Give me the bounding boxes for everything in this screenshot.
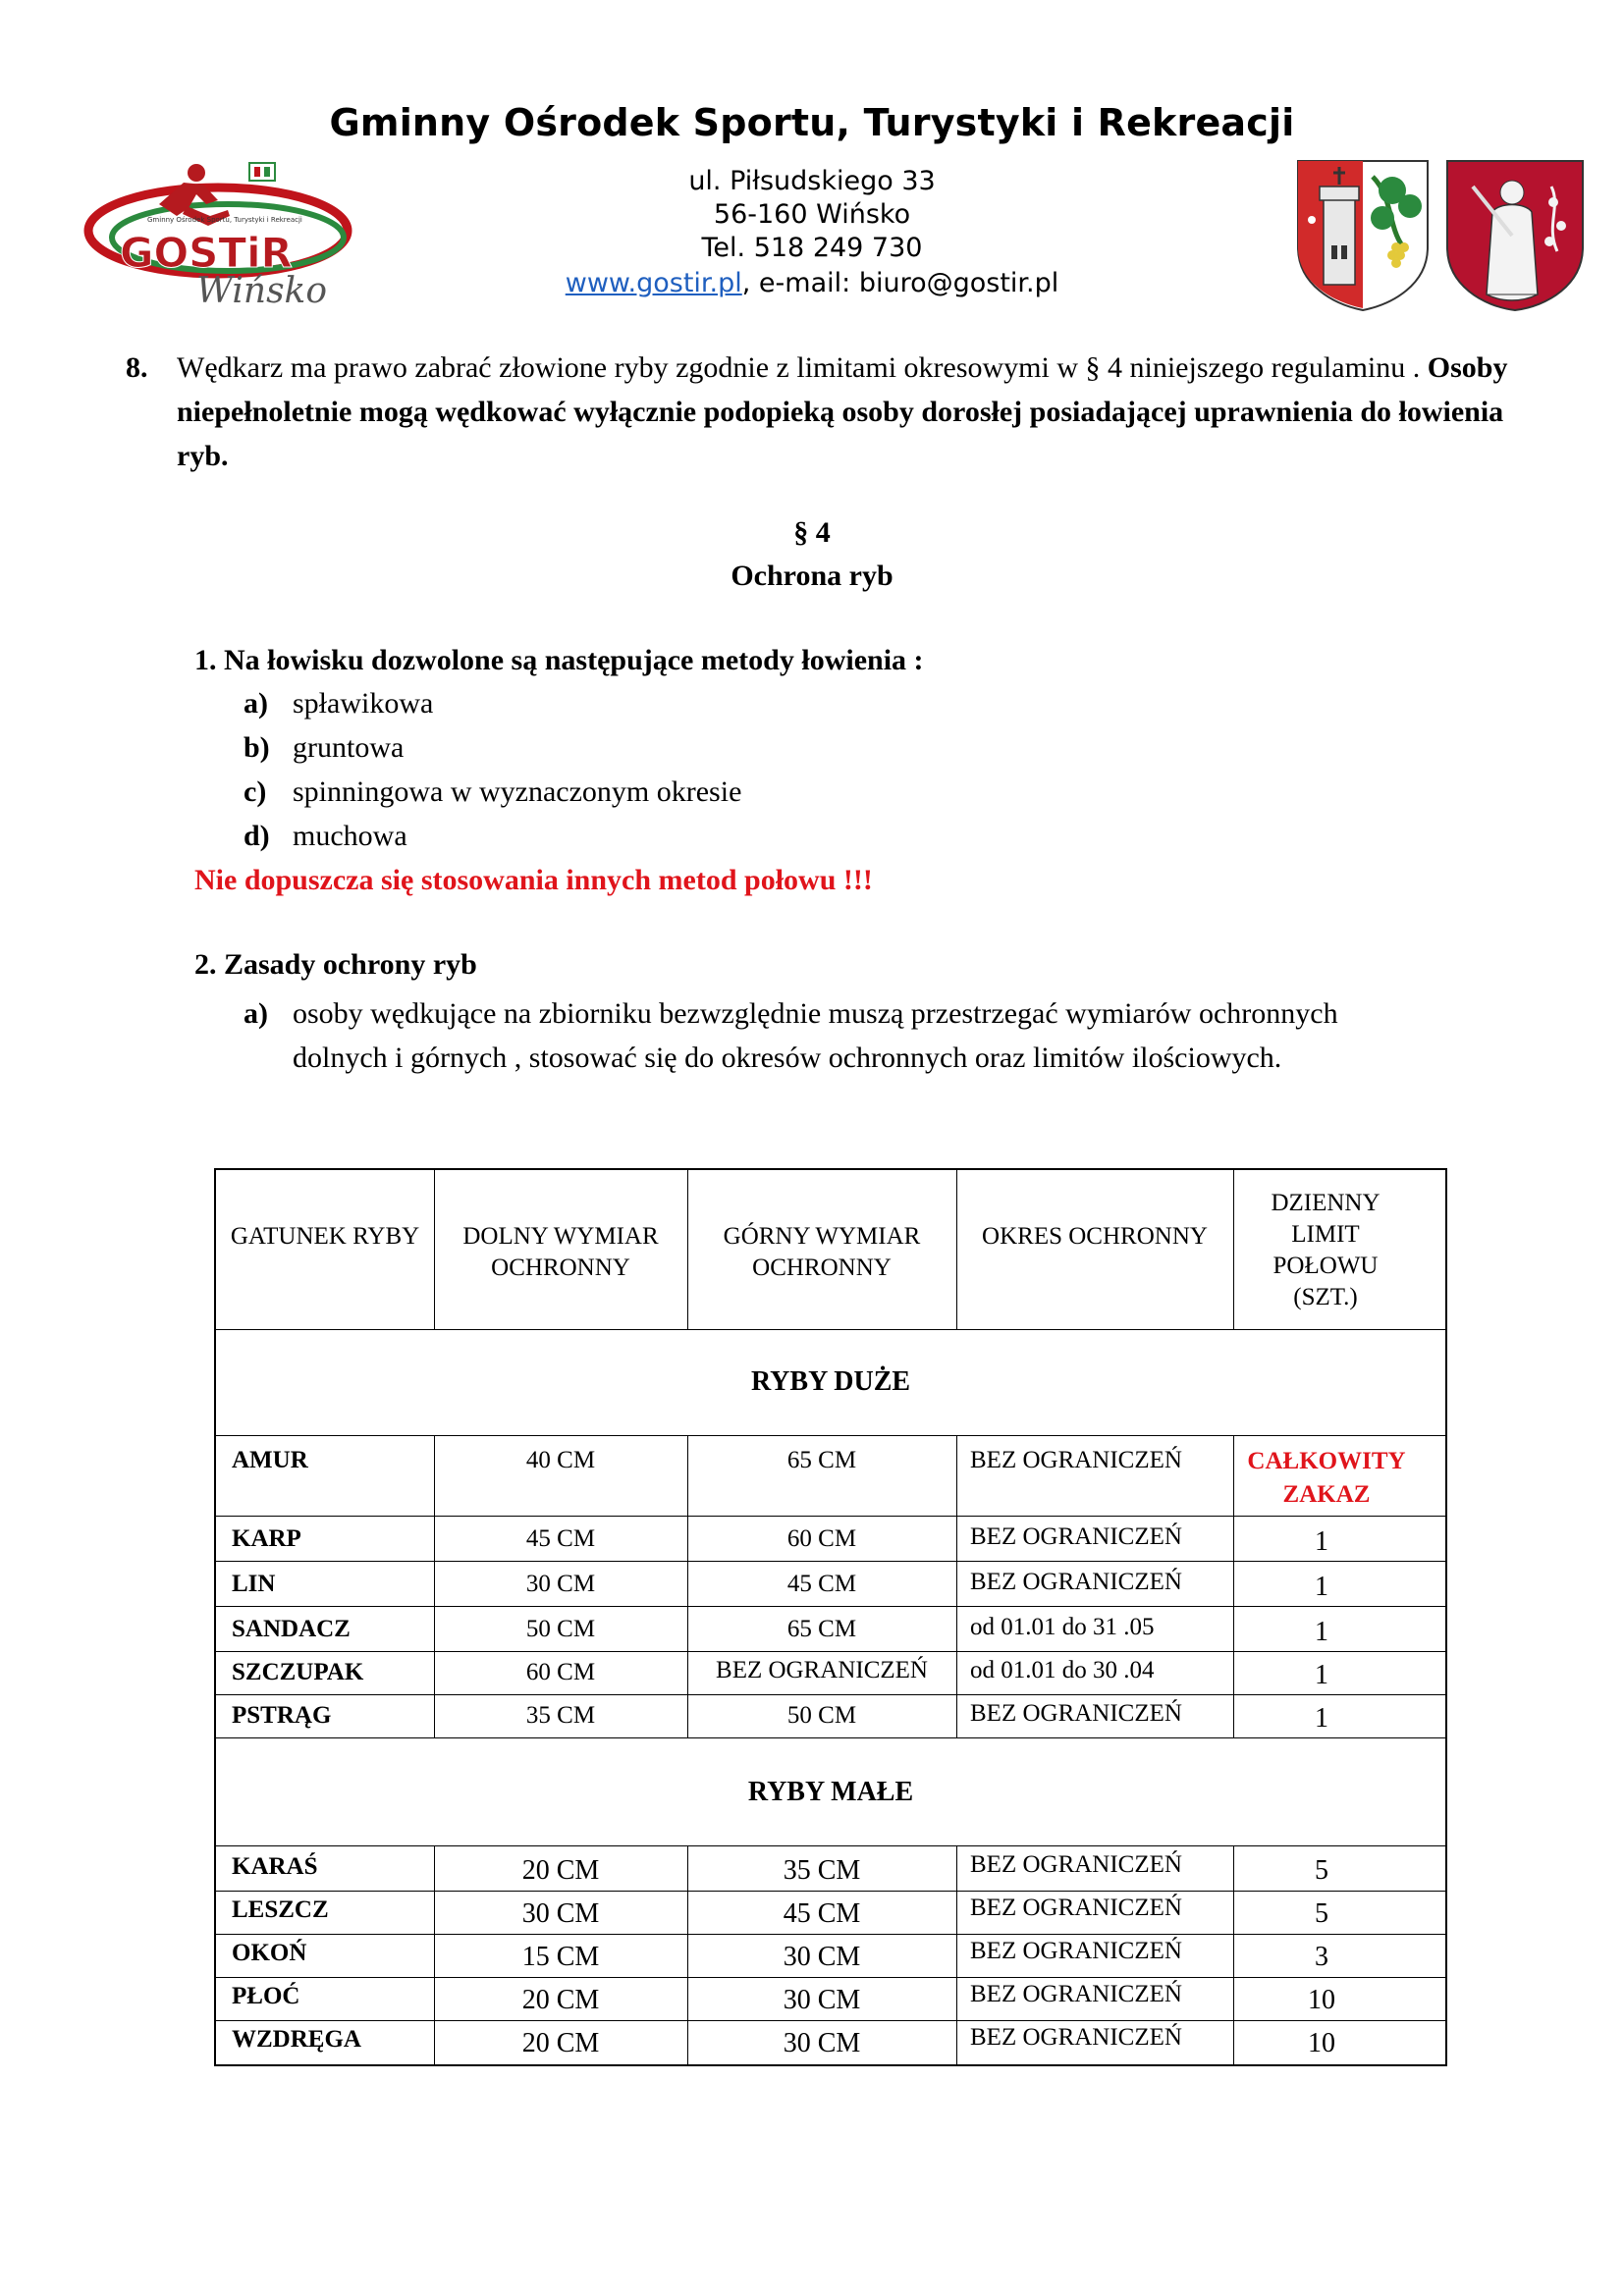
group-small-fish: RYBY MAŁE	[747, 1777, 914, 1807]
table-row: SZCZUPAK	[232, 1659, 364, 1685]
limit-cell: 5	[1315, 1898, 1328, 1929]
lower-size-cell: 60 CM	[525, 1659, 596, 1685]
website-link[interactable]: www.gostir.pl	[565, 268, 742, 298]
coat-of-arms-saint	[1443, 157, 1587, 314]
limit-cell: 10	[1308, 2028, 1335, 2058]
method-item	[244, 731, 404, 765]
limit-cell: 1	[1315, 1703, 1328, 1734]
list-text: spinningowa w wyznaczonym okresie	[293, 775, 742, 808]
limit-cell-ban: CAŁKOWITY ZAKAZ	[1247, 1448, 1406, 1508]
period-cell: BEZ OGRANICZEŃ	[970, 1447, 1182, 1473]
limit-cell: 1	[1315, 1660, 1328, 1690]
limit-cell: 1	[1315, 1617, 1328, 1647]
method-item	[244, 775, 741, 809]
period-cell: BEZ OGRANICZEŃ	[970, 1851, 1182, 1878]
point-2-heading: 2. Zasady ochrony ryb	[194, 948, 477, 981]
header-lower-size: DOLNY WYMIAR OCHRONNY	[462, 1223, 659, 1281]
upper-size-cell: BEZ OGRANICZEŃ	[716, 1657, 928, 1683]
period-cell: BEZ OGRANICZEŃ	[970, 1569, 1182, 1595]
rule-a-text: osoby wędkujące na zbiorniku bezwzględnie muszą przestrzegać wymiarów ochronnych dolnych i górnych , stosować się do okresów ochronnych oraz limitów ilościowych.	[293, 997, 1338, 1074]
table-row: WZDRĘGA	[232, 2026, 361, 2053]
group-large-fish: RYBY DUŻE	[750, 1366, 911, 1397]
upper-size-cell: 65 CM	[786, 1447, 857, 1473]
table-row: KARAŚ	[232, 1853, 318, 1880]
upper-size-cell: 45 CM	[783, 1898, 861, 1929]
lower-size-cell: 35 CM	[525, 1702, 596, 1729]
table-row: LESZCZ	[232, 1896, 329, 1923]
email-text: , e-mail: biuro@gostir.pl	[741, 268, 1059, 298]
table-row: KARP	[232, 1525, 301, 1552]
header-period: OKRES OCHRONNY	[982, 1223, 1208, 1250]
header-species: GATUNEK RYBY	[230, 1223, 420, 1250]
lower-size-cell: 15 CM	[521, 1942, 600, 1972]
limit-cell: 10	[1308, 1985, 1335, 2015]
table-row: OKOŃ	[232, 1940, 307, 1966]
period-cell: BEZ OGRANICZEŃ	[970, 1700, 1182, 1727]
lower-size-cell: 45 CM	[525, 1525, 596, 1552]
logo-brand: GOSTiR	[120, 229, 293, 277]
period-cell: BEZ OGRANICZEŃ	[970, 2024, 1182, 2051]
methods-warning: Nie dopuszcza się stosowania innych metod połowu !!!	[194, 864, 873, 896]
fish-protection-table	[214, 1168, 1447, 2066]
lower-size-cell: 20 CM	[521, 2028, 600, 2058]
list-text: gruntowa	[293, 731, 405, 764]
list-marker: c)	[244, 775, 267, 808]
address-city: 56-160 Wińsko	[713, 199, 911, 230]
section-title: Ochrona ryb	[731, 560, 893, 592]
lower-size-cell: 40 CM	[525, 1447, 596, 1473]
list-marker: b)	[244, 731, 270, 764]
address-street: ul. Piłsudskiego 33	[688, 166, 936, 196]
paragraph-8-bold-text: Osoby niepełnoletnie mogą wędkować wyłącznie podopieką osoby dorosłej posiadającej uprawnienia do łowienia ryb.	[177, 351, 1508, 472]
upper-size-cell: 45 CM	[786, 1571, 857, 1597]
upper-size-cell: 65 CM	[786, 1616, 857, 1642]
upper-size-cell: 30 CM	[783, 1985, 861, 2015]
point-1-heading: 1. Na łowisku dozwolone są następujące metody łowienia :	[194, 644, 924, 676]
lower-size-cell: 20 CM	[521, 1985, 600, 2015]
limit-cell: 3	[1315, 1942, 1328, 1972]
organization-title: Gminny Ośrodek Sportu, Turystyki i Rekreacji	[329, 101, 1295, 144]
limit-cell: 5	[1315, 1855, 1328, 1886]
lower-size-cell: 20 CM	[521, 1855, 600, 1886]
header-upper-size: GÓRNY WYMIAR OCHRONNY	[723, 1223, 921, 1281]
table-row: AMUR	[232, 1447, 308, 1473]
table-row: LIN	[232, 1571, 276, 1597]
limit-cell: 1	[1315, 1572, 1328, 1602]
upper-size-cell: 30 CM	[783, 1942, 861, 1972]
logo-script: Wińsko	[196, 271, 328, 311]
lower-size-cell: 30 CM	[525, 1571, 596, 1597]
list-marker: a)	[244, 687, 268, 720]
method-item	[244, 687, 433, 721]
paragraph-number: 8.	[126, 351, 148, 384]
period-cell: od 01.01 do 30 .04	[970, 1657, 1155, 1683]
lower-size-cell: 30 CM	[521, 1898, 600, 1929]
header-daily-limit: DZIENNY LIMIT POŁOWU (SZT.)	[1271, 1190, 1380, 1310]
list-text: spławikowa	[293, 687, 434, 720]
lower-size-cell: 50 CM	[525, 1616, 596, 1642]
period-cell: BEZ OGRANICZEŃ	[970, 1981, 1182, 2007]
section-sign: § 4	[793, 516, 831, 549]
method-item	[244, 820, 407, 853]
phone-number: Tel. 518 249 730	[701, 233, 923, 263]
table-row: PSTRĄG	[232, 1702, 332, 1729]
coat-of-arms-winsko	[1294, 157, 1432, 314]
upper-size-cell: 60 CM	[786, 1525, 857, 1552]
list-marker: a)	[244, 997, 268, 1030]
limit-cell: 1	[1315, 1526, 1328, 1557]
period-cell: BEZ OGRANICZEŃ	[970, 1523, 1182, 1550]
period-cell: od 01.01 do 31 .05	[970, 1614, 1155, 1640]
logo-small-text: Gminny Ośrodek Sportu, Turystyki i Rekreacji	[147, 216, 302, 224]
period-cell: BEZ OGRANICZEŃ	[970, 1895, 1182, 1921]
period-cell: BEZ OGRANICZEŃ	[970, 1938, 1182, 1964]
upper-size-cell: 35 CM	[783, 1855, 861, 1886]
list-marker: d)	[244, 820, 270, 852]
upper-size-cell: 50 CM	[786, 1702, 857, 1729]
table-row: PŁOĆ	[232, 1983, 300, 2009]
table-row: SANDACZ	[232, 1616, 351, 1642]
upper-size-cell: 30 CM	[783, 2028, 861, 2058]
list-text: muchowa	[293, 820, 407, 852]
paragraph-8-text: Wędkarz ma prawo zabrać złowione ryby zgodnie z limitami okresowymi w § 4 niniejszego regulaminu .	[177, 351, 1428, 384]
